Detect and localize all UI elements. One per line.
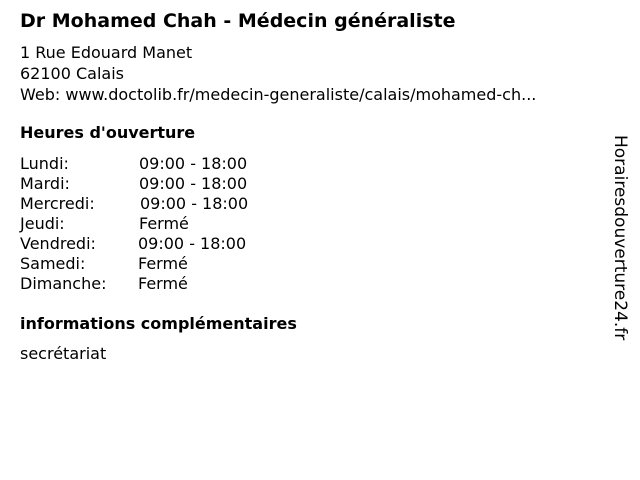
page-title: Dr Mohamed Chah - Médecin généraliste xyxy=(20,10,456,32)
day-label: Dimanche: xyxy=(20,274,107,293)
additional-info-heading: informations complémentaires xyxy=(20,314,297,333)
day-label: Jeudi: xyxy=(20,214,65,233)
day-hours: 09:00 - 18:00 xyxy=(139,154,248,173)
additional-info-text: secrétariat xyxy=(20,344,107,363)
day-hours: Fermé xyxy=(138,274,188,293)
day-hours: 09:00 - 18:00 xyxy=(139,174,248,193)
opening-hours-heading: Heures d'ouverture xyxy=(20,123,196,142)
day-hours: 09:00 - 18:00 xyxy=(138,234,247,253)
day-hours: Fermé xyxy=(138,254,188,273)
day-label: Mardi: xyxy=(20,174,70,193)
day-label: Samedi: xyxy=(20,254,86,273)
day-label: Lundi: xyxy=(20,154,69,173)
day-label: Vendredi: xyxy=(20,234,96,253)
website-link[interactable]: Web: www.doctolib.fr/medecin-generaliste/calais/mohamed-ch... xyxy=(20,85,537,104)
day-hours: 09:00 - 18:00 xyxy=(140,194,249,213)
day-label: Mercredi: xyxy=(20,194,95,213)
day-hours: Fermé xyxy=(139,214,189,233)
address-street: 1 Rue Edouard Manet xyxy=(20,43,193,62)
address-city: 62100 Calais xyxy=(20,64,124,83)
site-brand-watermark: Horairesdouverture24.fr xyxy=(610,135,630,341)
